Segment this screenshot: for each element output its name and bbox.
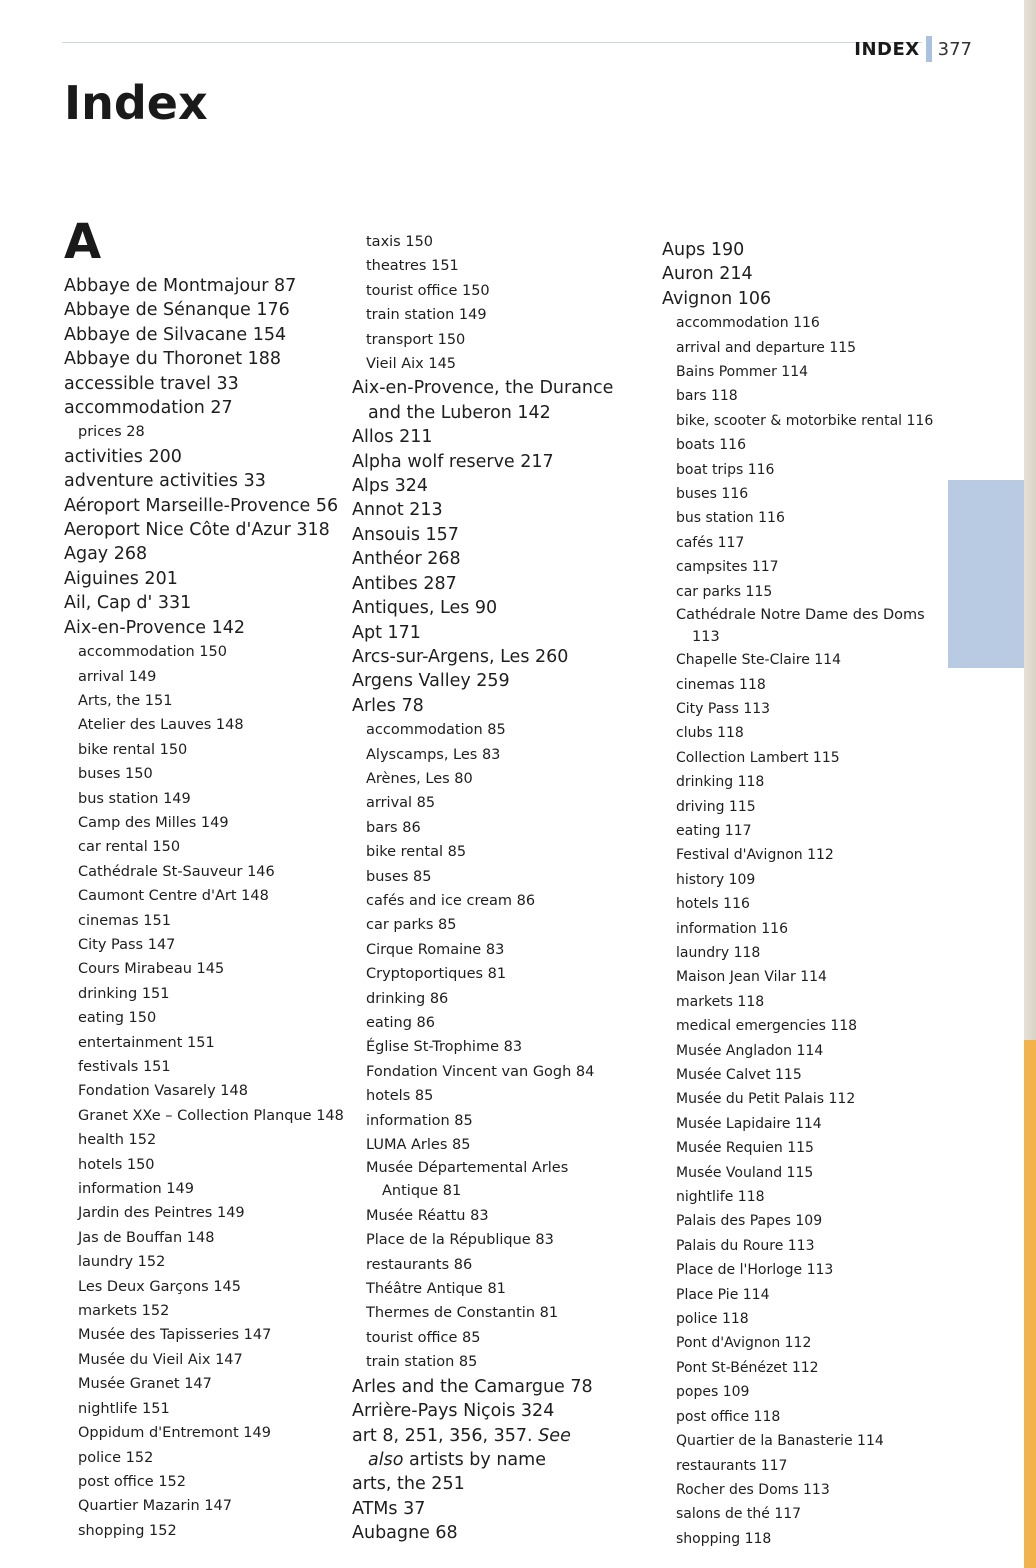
index-subentry: buses 116 bbox=[676, 486, 749, 503]
index-subentry: driving 115 bbox=[676, 798, 756, 815]
index-entry-continued: and the Luberon 142 bbox=[368, 402, 551, 423]
index-subentry: Cathédrale St-Sauveur 146 bbox=[78, 863, 275, 880]
index-subentry: health 152 bbox=[78, 1132, 157, 1149]
index-subentry: arrival 149 bbox=[78, 668, 157, 685]
index-subentry: cinemas 118 bbox=[676, 676, 766, 693]
index-subentry: information 149 bbox=[78, 1181, 194, 1198]
index-subentry: bike, scooter & motorbike rental 116 bbox=[676, 412, 934, 429]
index-subentry: Musée des Tapisseries 147 bbox=[78, 1327, 272, 1344]
index-subentry: salons de thé 117 bbox=[676, 1506, 802, 1523]
index-entry: Argens Valley 259 bbox=[352, 671, 510, 692]
index-subentry: medical emergencies 118 bbox=[676, 1018, 858, 1035]
index-subentry: prices 28 bbox=[78, 424, 145, 441]
index-subentry: bus station 116 bbox=[676, 510, 785, 527]
index-subentry: Musée Lapidaire 114 bbox=[676, 1115, 822, 1132]
index-subentry: tourist office 150 bbox=[366, 282, 490, 299]
index-subentry: Maison Jean Vilar 114 bbox=[676, 969, 827, 986]
header-rule bbox=[62, 42, 922, 43]
index-subentry: Arts, the 151 bbox=[78, 692, 173, 709]
index-subentry: Quartier Mazarin 147 bbox=[78, 1498, 233, 1515]
index-entry: Antiques, Les 90 bbox=[352, 598, 498, 619]
index-subentry: transport 150 bbox=[366, 331, 466, 348]
index-subentry: festivals 151 bbox=[78, 1059, 171, 1075]
index-subentry: bike rental 85 bbox=[366, 844, 467, 861]
index-entry: Arcs-sur-Argens, Les 260 bbox=[352, 646, 569, 667]
index-subentry: popes 109 bbox=[676, 1384, 750, 1401]
index-subentry: eating 150 bbox=[78, 1010, 157, 1027]
index-subentry: shopping 118 bbox=[676, 1530, 772, 1547]
index-subentry: Rocher des Doms 113 bbox=[676, 1481, 830, 1498]
index-subentry: laundry 152 bbox=[78, 1254, 166, 1271]
index-entry: activities 200 bbox=[64, 446, 182, 467]
index-subentry: theatres 151 bbox=[366, 258, 459, 275]
index-subentry: Musée Requien 115 bbox=[676, 1140, 814, 1157]
entry-text: art 8, 251, 356, 357. bbox=[352, 1425, 533, 1446]
index-subentry: entertainment 151 bbox=[78, 1034, 215, 1051]
index-subentry: Musée Granet 147 bbox=[78, 1376, 212, 1393]
index-subentry: Jas de Bouffan 148 bbox=[78, 1229, 215, 1246]
index-entry: Auron 214 bbox=[662, 264, 753, 285]
index-entry: Abbaye de Sénanque 176 bbox=[64, 300, 290, 321]
index-subentry: train station 149 bbox=[366, 307, 487, 324]
index-subentry: accommodation 85 bbox=[366, 722, 506, 739]
index-entry: Alpha wolf reserve 217 bbox=[352, 451, 554, 472]
section-letter: A bbox=[64, 214, 102, 270]
index-entry: accommodation 27 bbox=[64, 398, 233, 419]
index-column-2 bbox=[352, 230, 652, 1546]
index-subentry: Théâtre Antique 81 bbox=[366, 1281, 506, 1298]
index-subentry: information 85 bbox=[366, 1112, 473, 1129]
index-subentry: boat trips 116 bbox=[676, 461, 775, 478]
index-entry: Arles 78 bbox=[352, 695, 424, 716]
index-entry: ATMs 37 bbox=[352, 1498, 426, 1519]
index-subentry: bus station 149 bbox=[78, 790, 191, 807]
index-entry: Annot 213 bbox=[352, 500, 443, 521]
index-subentry: Place Pie 114 bbox=[676, 1286, 770, 1303]
index-subentry: Musée Vouland 115 bbox=[676, 1164, 814, 1181]
index-subentry: Festival d'Avignon 112 bbox=[676, 847, 834, 864]
index-subentry: cafés 117 bbox=[676, 534, 745, 551]
index-subentry: Cathédrale Notre Dame des Doms bbox=[676, 607, 925, 624]
index-subentry: bike rental 150 bbox=[78, 741, 188, 758]
index-subentry: Musée du Petit Palais 112 bbox=[676, 1091, 856, 1108]
index-subentry: drinking 151 bbox=[78, 985, 170, 1002]
index-subentry: City Pass 147 bbox=[78, 936, 176, 953]
index-subentry: Camp des Milles 149 bbox=[78, 814, 229, 831]
index-subentry: shopping 152 bbox=[78, 1522, 177, 1539]
index-subentry: Cours Mirabeau 145 bbox=[78, 961, 225, 978]
index-subentry: post office 152 bbox=[78, 1473, 186, 1490]
index-subentry: hotels 116 bbox=[676, 896, 750, 913]
index-entry: Allos 211 bbox=[352, 427, 433, 448]
index-entry: Alps 324 bbox=[352, 476, 429, 497]
index-subentry: markets 152 bbox=[78, 1303, 170, 1320]
index-subentry: Musée Réattu 83 bbox=[366, 1207, 489, 1224]
index-subentry: history 109 bbox=[676, 871, 756, 888]
thumb-index-tab bbox=[948, 480, 1028, 668]
index-entry: adventure activities 33 bbox=[64, 471, 266, 492]
index-subentry: car parks 115 bbox=[676, 583, 773, 600]
index-entry: Aix-en-Provence 142 bbox=[64, 617, 246, 638]
index-subentry: boats 116 bbox=[676, 437, 746, 454]
index-subentry: arrival and departure 115 bbox=[676, 339, 857, 356]
index-subentry: Jardin des Peintres 149 bbox=[78, 1205, 245, 1222]
index-entry: Aix-en-Provence, the Durance bbox=[352, 378, 614, 399]
index-subentry: police 118 bbox=[676, 1311, 749, 1328]
index-subentry: drinking 86 bbox=[366, 990, 449, 1007]
index-subentry: Atelier des Lauves 148 bbox=[78, 717, 244, 734]
index-subentry: Place de l'Horloge 113 bbox=[676, 1262, 834, 1279]
page-title: Index bbox=[64, 76, 208, 130]
index-subentry: Granet XXe – Collection Planque 148 bbox=[78, 1107, 344, 1124]
index-entry bbox=[352, 1424, 652, 1448]
index-subentry: campsites 117 bbox=[676, 559, 779, 576]
index-entry: Abbaye du Thoronet 188 bbox=[64, 349, 282, 370]
index-entry: Aiguines 201 bbox=[64, 568, 178, 589]
index-subentry: Alyscamps, Les 83 bbox=[366, 746, 501, 763]
index-subentry: clubs 118 bbox=[676, 725, 744, 742]
index-entry: Avignon 106 bbox=[662, 288, 772, 309]
page-edge-color-band bbox=[1024, 1040, 1036, 1568]
index-subentry: Cirque Romaine 83 bbox=[366, 941, 505, 958]
index-entry: Anthéor 268 bbox=[352, 549, 461, 570]
index-subentry: Fondation Vincent van Gogh 84 bbox=[366, 1063, 595, 1080]
index-subentry: Bains Pommer 114 bbox=[676, 364, 809, 381]
index-subentry: Palais du Roure 113 bbox=[676, 1237, 815, 1254]
index-subentry: car rental 150 bbox=[78, 839, 181, 856]
index-column-3 bbox=[662, 238, 962, 1551]
index-entry: Aubagne 68 bbox=[352, 1523, 458, 1544]
index-subentry: nightlife 151 bbox=[78, 1400, 170, 1417]
index-entry: Abbaye de Silvacane 154 bbox=[64, 324, 287, 345]
index-subentry: tourist office 85 bbox=[366, 1329, 481, 1346]
index-subentry-continued: Antique 81 bbox=[382, 1183, 462, 1200]
index-subentry: cafés and ice cream 86 bbox=[366, 892, 536, 909]
index-entry: Ansouis 157 bbox=[352, 524, 459, 545]
index-subentry: train station 85 bbox=[366, 1354, 478, 1371]
index-entry: Aéroport Marseille-Provence 56 bbox=[64, 495, 339, 516]
index-subentry: Place de la République 83 bbox=[366, 1232, 554, 1249]
running-head-marker bbox=[926, 36, 932, 62]
index-subentry: Musée Calvet 115 bbox=[676, 1067, 802, 1083]
index-entry: accessible travel 33 bbox=[64, 373, 239, 394]
index-subentry: cinemas 151 bbox=[78, 912, 171, 929]
cross-reference-see: See bbox=[538, 1425, 571, 1446]
index-entry: Antibes 287 bbox=[352, 573, 457, 594]
index-subentry: Vieil Aix 145 bbox=[366, 356, 457, 373]
index-subentry-continued: 113 bbox=[692, 629, 720, 646]
index-subentry: bars 86 bbox=[366, 819, 421, 836]
index-subentry: Pont d'Avignon 112 bbox=[676, 1335, 812, 1352]
index-subentry: Thermes de Constantin 81 bbox=[366, 1305, 559, 1322]
index-subentry: Collection Lambert 115 bbox=[676, 749, 840, 766]
index-subentry: Musée Départemental Arles bbox=[366, 1160, 569, 1177]
index-subentry: taxis 150 bbox=[366, 234, 434, 250]
index-subentry: LUMA Arles 85 bbox=[366, 1137, 471, 1154]
index-subentry: nightlife 118 bbox=[676, 1189, 765, 1206]
index-entry: Apt 171 bbox=[352, 622, 421, 643]
running-head bbox=[854, 36, 972, 62]
index-subentry: Église St-Trophime 83 bbox=[366, 1039, 523, 1056]
index-subentry: buses 85 bbox=[366, 868, 432, 885]
index-subentry: Cryptoportiques 81 bbox=[366, 966, 507, 983]
index-subentry: hotels 150 bbox=[78, 1156, 155, 1173]
index-entry: Agay 268 bbox=[64, 544, 148, 565]
index-subentry: Les Deux Garçons 145 bbox=[78, 1278, 242, 1295]
index-entry: Abbaye de Montmajour 87 bbox=[64, 276, 297, 296]
index-entry: Arrière-Pays Niçois 324 bbox=[352, 1401, 555, 1422]
index-entry: Aups 190 bbox=[662, 240, 745, 260]
index-column-1 bbox=[64, 274, 364, 1543]
index-subentry: car parks 85 bbox=[366, 917, 457, 934]
page-number: 377 bbox=[937, 38, 972, 60]
index-subentry: drinking 118 bbox=[676, 774, 765, 791]
running-head-label: INDEX bbox=[854, 38, 920, 60]
index-entry: Ail, Cap d' 331 bbox=[64, 593, 192, 614]
index-entry: arts, the 251 bbox=[352, 1474, 465, 1495]
index-subentry: information 116 bbox=[676, 920, 788, 937]
index-subentry: arrival 85 bbox=[366, 795, 436, 812]
index-subentry: eating 86 bbox=[366, 1015, 435, 1031]
index-subentry: Musée du Vieil Aix 147 bbox=[78, 1351, 243, 1368]
index-subentry: markets 118 bbox=[676, 993, 765, 1010]
index-subentry: police 152 bbox=[78, 1449, 154, 1466]
index-subentry: Fondation Vasarely 148 bbox=[78, 1083, 248, 1100]
index-subentry: Arènes, Les 80 bbox=[366, 770, 473, 787]
index-entry: Aeroport Nice Côte d'Azur 318 bbox=[64, 520, 330, 541]
index-subentry: accommodation 116 bbox=[676, 315, 820, 332]
index-subentry: Chapelle Ste-Claire 114 bbox=[676, 652, 841, 669]
index-subentry: Musée Angladon 114 bbox=[676, 1042, 824, 1059]
index-subentry: City Pass 113 bbox=[676, 700, 771, 717]
index-subentry: post office 118 bbox=[676, 1408, 781, 1425]
index-subentry: hotels 85 bbox=[366, 1088, 434, 1105]
index-subentry: eating 117 bbox=[676, 822, 752, 839]
index-subentry: restaurants 117 bbox=[676, 1457, 788, 1474]
entry-text: artists by name bbox=[409, 1449, 546, 1470]
index-subentry: Caumont Centre d'Art 148 bbox=[78, 888, 269, 905]
index-subentry: restaurants 86 bbox=[366, 1256, 473, 1273]
index-entry-continued bbox=[352, 1448, 652, 1472]
index-subentry: accommodation 150 bbox=[78, 644, 227, 661]
index-subentry: Pont St-Bénézet 112 bbox=[676, 1359, 819, 1376]
index-subentry: buses 150 bbox=[78, 766, 153, 783]
index-entry: Arles and the Camargue 78 bbox=[352, 1376, 593, 1397]
index-subentry: Oppidum d'Entremont 149 bbox=[78, 1425, 271, 1442]
index-subentry: Palais des Papes 109 bbox=[676, 1213, 823, 1230]
index-subentry: laundry 118 bbox=[676, 944, 761, 961]
cross-reference-also: also bbox=[368, 1449, 404, 1470]
index-subentry: bars 118 bbox=[676, 388, 738, 405]
index-subentry: Quartier de la Banasterie 114 bbox=[676, 1433, 884, 1450]
